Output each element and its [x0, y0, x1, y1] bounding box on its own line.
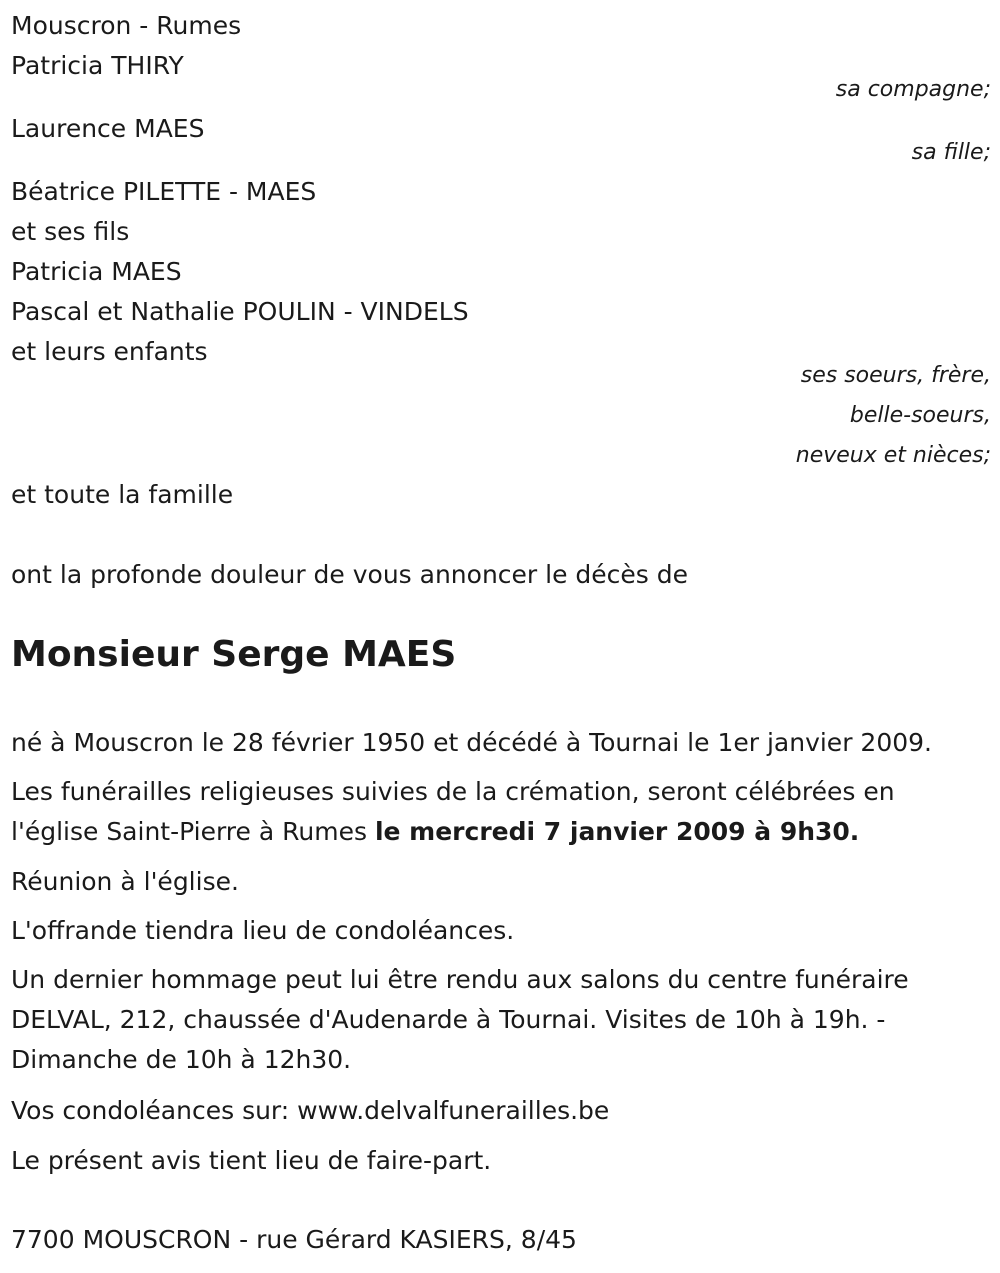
sibling-line: Pascal et Nathalie POULIN - VINDELS — [11, 297, 469, 326]
siblings-relation: neveux et nièces; — [795, 443, 991, 468]
funeral-paragraph — [11, 772, 971, 852]
address-line: 7700 MOUSCRON - rue Gérard KASIERS, 8/45 — [11, 1225, 577, 1254]
sibling-line: Patricia MAES — [11, 257, 182, 286]
announcement-line: ont la profonde douleur de vous annoncer le décès de — [11, 560, 689, 589]
condolences-line: Vos condoléances sur: www.delvalfunerailles.be — [11, 1096, 610, 1125]
partner-name: Patricia THIRY — [11, 51, 184, 80]
siblings-relation: ses soeurs, frère, — [800, 363, 991, 388]
location-line: Mouscron - Rumes — [11, 11, 242, 40]
funeral-date: le mercredi 7 janvier 2009 à 9h30. — [374, 817, 860, 846]
meeting-line: Réunion à l'église. — [11, 867, 239, 896]
siblings-relation: belle-soeurs, — [849, 403, 991, 428]
tribute-paragraph: Un dernier hommage peut lui être rendu aux salons du centre funéraire DELVAL, 212, chaussée d'Audenarde à Tournai. Visites de 10h à 19h. - Dimanche de 10h à 12h30. — [11, 965, 909, 1074]
sibling-line: Béatrice PILETTE - MAES — [11, 177, 317, 206]
deceased-name: Monsieur Serge MAES — [11, 634, 457, 675]
funeral-text: Les funérailles religieuses suivies de la crémation, seront célébrées en l'église Saint-Pierre à Rumes — [11, 777, 895, 846]
partner-relation: sa compagne; — [835, 77, 991, 102]
whole-family-line: et toute la famille — [11, 480, 234, 509]
birth-death-line: né à Mouscron le 28 février 1950 et décédé à Tournai le 1er janvier 2009. — [11, 728, 932, 757]
daughter-name: Laurence MAES — [11, 114, 205, 143]
sibling-line: et leurs enfants — [11, 337, 208, 366]
notice-line: Le présent avis tient lieu de faire-part. — [11, 1146, 492, 1175]
sibling-line: et ses fils — [11, 217, 130, 246]
offering-line: L'offrande tiendra lieu de condoléances. — [11, 916, 515, 945]
daughter-relation: sa fille; — [911, 140, 991, 165]
